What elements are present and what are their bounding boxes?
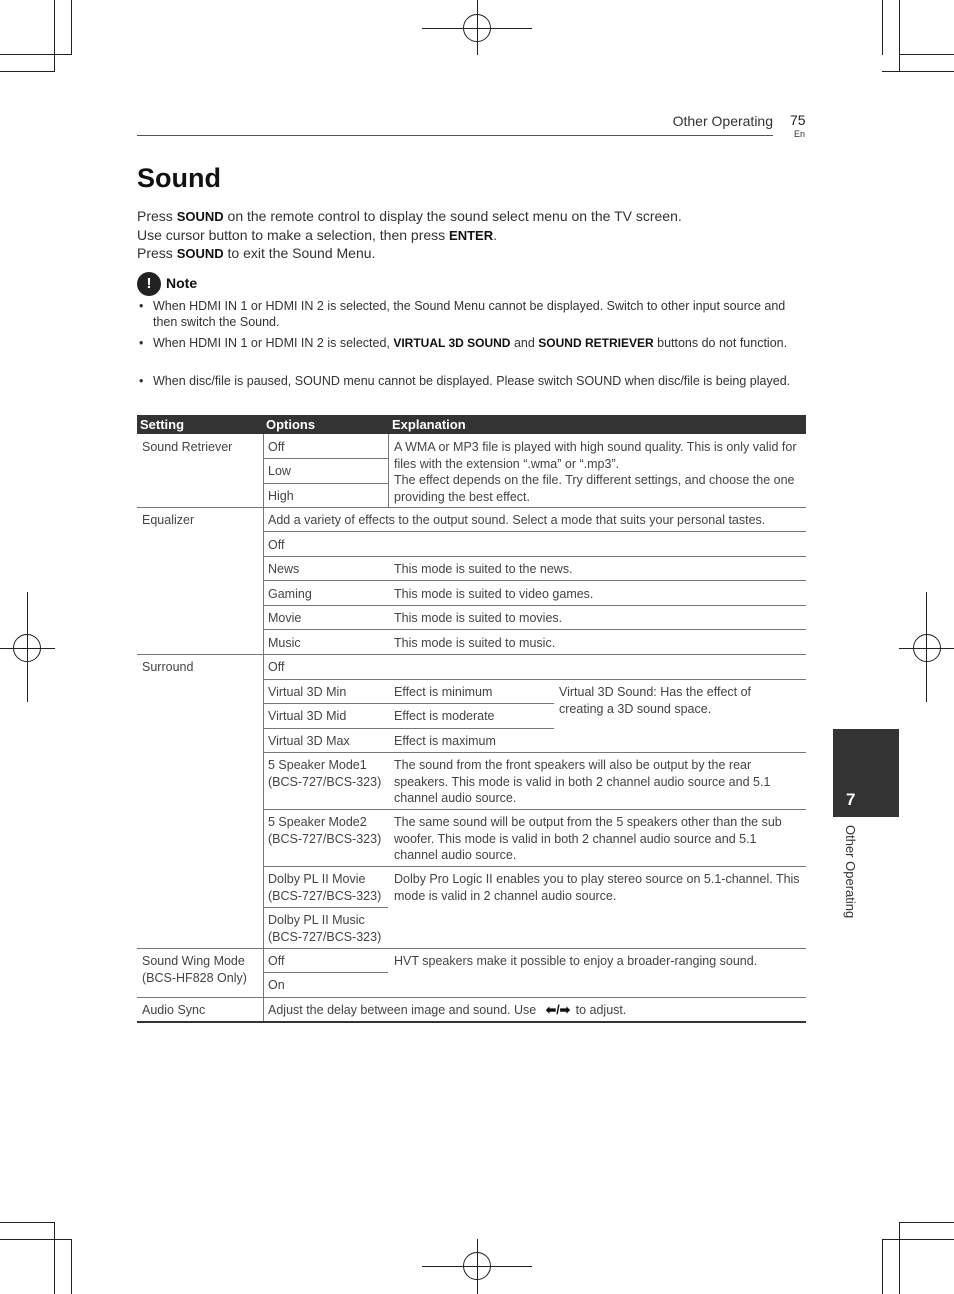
intro-line	[137, 227, 497, 243]
option-cell	[268, 871, 381, 904]
intro-line	[137, 208, 682, 224]
header-options: Options	[266, 417, 316, 432]
option-models: (BCS-727/BCS-323)	[268, 774, 382, 789]
row-divider	[263, 972, 388, 973]
explanation-cell: This mode is suited to video games.	[394, 587, 594, 601]
setting-name	[142, 953, 247, 986]
column-divider	[263, 997, 264, 1021]
row-divider	[263, 907, 388, 908]
crop-mark	[71, 0, 72, 55]
column-divider	[263, 507, 264, 654]
option-name: Dolby PL II Music	[268, 913, 365, 927]
key-label: SOUND RETRIEVER	[538, 336, 654, 350]
option-models: (BCS-727/BCS-323)	[268, 888, 382, 903]
setting-note: (BCS-HF828 Only)	[142, 970, 247, 985]
crop-mark	[882, 71, 954, 72]
option-name: 5 Speaker Mode1	[268, 758, 367, 772]
crop-mark	[899, 1222, 900, 1294]
note-text-part: buttons do not function.	[653, 336, 788, 350]
option-models: (BCS-727/BCS-323)	[268, 831, 382, 846]
row-divider	[263, 580, 806, 581]
crop-mark	[882, 0, 883, 55]
left-right-arrow-icon: ⬅/➡	[545, 1003, 571, 1017]
option-cell: High	[268, 489, 294, 503]
virtual-3d-note: Virtual 3D Sound: Has the effect of creating a 3D sound space.	[559, 685, 752, 716]
option-cell: Low	[268, 464, 291, 478]
option-cell: Off	[268, 538, 285, 552]
explanation-cell: The sound from the front speakers will also be output by the rear speakers. This mode is valid in both 2 channel audio source and 5.1 channel audio source.	[394, 758, 771, 805]
page-number: 75	[790, 112, 806, 128]
header-setting: Setting	[140, 417, 185, 432]
option-name: Dolby PL II Movie	[268, 872, 366, 886]
intro-text: .	[493, 227, 497, 243]
crop-mark	[0, 54, 71, 55]
explanation-cell: This mode is suited to the news.	[394, 562, 573, 576]
option-cell: Off	[268, 660, 285, 674]
key-label: SOUND	[176, 209, 224, 224]
crop-mark	[71, 1239, 72, 1294]
option-cell: Music	[268, 636, 301, 650]
note-text: When HDMI IN 1 or HDMI IN 2 is selected, the Sound Menu cannot be displayed. Switch to other input source and then switch the Sound.	[153, 299, 786, 329]
header-rule	[137, 135, 773, 136]
column-divider	[388, 434, 389, 507]
note-text-part: When HDMI IN 1 or HDMI IN 2 is selected,	[153, 336, 394, 350]
option-models: (BCS-727/BCS-323)	[268, 929, 382, 944]
bullet-glyph: •	[139, 299, 144, 313]
crop-mark	[899, 1222, 954, 1223]
header-section-title: Other Operating	[672, 113, 773, 129]
option-cell: Gaming	[268, 587, 312, 601]
option-cell	[268, 814, 381, 847]
note-heading: Note	[166, 275, 198, 291]
row-divider	[263, 556, 806, 557]
crop-mark	[0, 1222, 55, 1223]
crop-mark	[899, 0, 900, 71]
exclamation-icon: !	[137, 272, 161, 296]
setting-name: Sound Retriever	[142, 440, 233, 454]
chapter-tab	[833, 729, 899, 817]
crop-mark	[882, 1239, 954, 1240]
crop-mark	[899, 54, 954, 55]
page-title: Sound	[137, 163, 221, 193]
explanation-cell: The same sound will be output from the 5 speakers other than the sub woofer. This mode is valid in both 2 channel audio source and 5.1 channel audio source.	[394, 815, 782, 862]
row-divider	[263, 458, 388, 459]
setting-name: Equalizer	[142, 513, 195, 527]
option-cell: On	[268, 978, 285, 992]
option-cell: Movie	[268, 611, 302, 625]
table-bottom-rule	[137, 1021, 806, 1023]
crop-mark	[54, 0, 55, 71]
row-divider	[263, 809, 806, 810]
language-code: En	[794, 129, 806, 139]
row-divider	[263, 531, 806, 532]
crop-mark	[54, 1222, 55, 1294]
table-header	[137, 415, 806, 434]
note-bullet	[137, 298, 806, 330]
option-cell: Off	[268, 954, 285, 968]
intro-line	[137, 245, 375, 261]
effect-cell: Effect is moderate	[394, 709, 495, 723]
note-text	[153, 335, 806, 351]
explanation-text: The effect depends on the file. Try different settings, and choose the one providing the best effect.	[394, 473, 795, 504]
option-cell	[268, 757, 381, 790]
row-divider	[137, 654, 806, 655]
chapter-number: 7	[846, 790, 856, 809]
header-explanation: Explanation	[392, 417, 466, 432]
description-text: Adjust the delay between image and sound. Use	[268, 1003, 537, 1017]
note-bullet	[137, 373, 806, 405]
registration-mark	[926, 592, 927, 702]
row-divider	[137, 507, 806, 508]
option-cell: Virtual 3D Min	[268, 685, 347, 699]
option-name: 5 Speaker Mode2	[268, 815, 367, 829]
note-text: When disc/file is paused, SOUND menu cannot be displayed. Please switch SOUND when disc/file is being played.	[153, 374, 791, 388]
key-label: SOUND	[176, 246, 224, 261]
crop-mark	[882, 1239, 883, 1294]
row-divider	[263, 679, 806, 680]
option-cell: News	[268, 562, 300, 576]
row-divider	[137, 948, 806, 949]
crop-mark	[0, 71, 55, 72]
note-bullet	[137, 335, 806, 367]
effect-cell: Effect is minimum	[394, 685, 493, 699]
row-divider	[263, 866, 806, 867]
key-label: VIRTUAL 3D SOUND	[393, 336, 511, 350]
explanation-cell: Dolby Pro Logic II enables you to play stereo source on 5.1-channel. This mode is valid in 2 channel audio source.	[394, 872, 800, 903]
intro-text: to exit the Sound Menu.	[223, 245, 376, 261]
registration-mark	[477, 0, 478, 55]
intro-text: Press	[137, 208, 177, 224]
key-label: ENTER	[449, 228, 494, 243]
effect-cell: Effect is maximum	[394, 734, 496, 748]
registration-mark	[477, 1239, 478, 1294]
setting-label: Sound Wing Mode	[142, 954, 245, 968]
intro-text: Press	[137, 245, 177, 261]
bullet-glyph: •	[139, 374, 144, 388]
explanation-cell: This mode is suited to movies.	[394, 611, 563, 625]
column-divider	[263, 948, 264, 997]
bullet-glyph: •	[139, 336, 144, 350]
setting-description: Add a variety of effects to the output sound. Select a mode that suits your personal tastes.	[268, 513, 766, 527]
option-cell: Off	[268, 440, 285, 454]
setting-description	[268, 1002, 626, 1019]
setting-name: Surround	[142, 660, 194, 674]
column-divider	[263, 434, 264, 507]
explanation-cell: HVT speakers make it possible to enjoy a broader-ranging sound.	[394, 954, 758, 968]
row-divider	[263, 483, 388, 484]
column-divider	[263, 654, 264, 948]
row-divider	[263, 703, 554, 704]
row-divider	[137, 997, 806, 998]
note-text-part: and	[510, 336, 539, 350]
option-cell: Virtual 3D Max	[268, 734, 350, 748]
chapter-label: Other Operating	[843, 825, 858, 919]
description-text: to adjust.	[575, 1003, 627, 1017]
intro-text: Use cursor button to make a selection, then press	[137, 227, 450, 243]
row-divider	[263, 629, 806, 630]
explanation-cell	[394, 439, 802, 505]
explanation-text: A WMA or MP3 file is played with high sound quality. This is only valid for files with the extension “.wma” or “.mp3”.	[394, 440, 797, 471]
registration-mark	[27, 592, 28, 702]
setting-name: Audio Sync	[142, 1003, 206, 1017]
explanation-cell: This mode is suited to music.	[394, 636, 556, 650]
option-cell	[268, 912, 381, 945]
crop-mark	[0, 1239, 71, 1240]
option-cell: Virtual 3D Mid	[268, 709, 347, 723]
row-divider	[263, 752, 806, 753]
intro-text: on the remote control to display the sound select menu on the TV screen.	[223, 208, 682, 224]
row-divider	[263, 605, 806, 606]
row-divider	[263, 728, 554, 729]
